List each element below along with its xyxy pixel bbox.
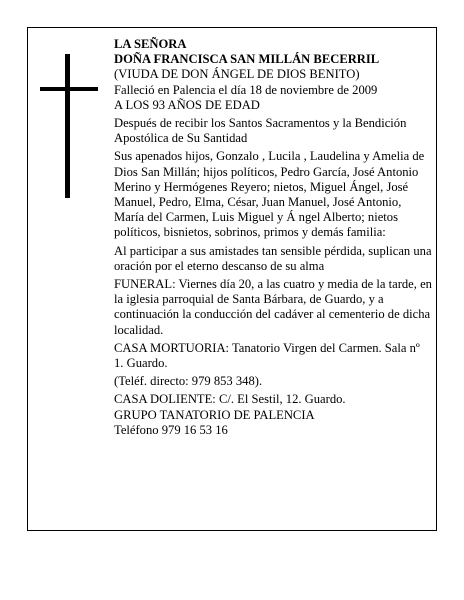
notice-title: LA SEÑORA (114, 37, 187, 51)
family-paragraph: Sus apenados hijos, Gonzalo , Lucila , Laudelina y Amelia de Dios San Millán; hijos políticos, Pedro García, José Antonio Merino y Hermógenes Reyero; nietos, Miguel Ángel, José Manuel, Pedro, Elma, César, Juan Manuel, José Antonio, María del Carmen, Luis Miguel y Á ngel Alberto; nietos políticos, bisnietos, sobrinos, primos y demás familia: (114, 149, 425, 240)
mourning-house: CASA DOLIENTE: C/. El Sestil, 12. Guardo. (114, 392, 346, 407)
cross-icon (40, 54, 98, 198)
funeral-group: GRUPO TANATORIO DE PALENCIA (114, 407, 315, 422)
request-paragraph: Al participar a sus amistades tan sensible pérdida, suplican una oración por el eterno descanso de su alma (114, 243, 432, 273)
age-statement: A LOS 93 AÑOS DE EDAD (114, 97, 260, 112)
deceased-name: DOÑA FRANCISCA SAN MILLÁN BECERRIL (114, 52, 380, 67)
funeral-group-phone: Teléfono 979 16 53 16 (114, 422, 228, 437)
cross-horizontal-bar (40, 87, 98, 91)
cross-vertical-bar (65, 54, 70, 198)
mortuary-paragraph: CASA MORTUORIA: Tanatorio Virgen del Carmen. Sala nº 1. Guardo. (114, 340, 420, 371)
mortuary-phone: (Teléf. directo: 979 853 348). (114, 374, 263, 389)
obituary-text (114, 37, 432, 438)
funeral-paragraph: FUNERAL: Viernes día 20, a las cuatro y media de la tarde, en la iglesia parroquial de Santa Bárbara, de Guardo, y a continuación la conducción del cadáver al cementerio de dicha localidad. (114, 277, 432, 337)
death-statement: Falleció en Palencia el día 18 de noviembre de 2009 (114, 82, 378, 97)
sacraments-paragraph: Después de recibir los Santos Sacramentos y la Bendición Apostólica de Su Santidad (114, 116, 407, 146)
widow-of: (VIUDA DE DON ÁNGEL DE DIOS BENITO) (114, 67, 360, 82)
